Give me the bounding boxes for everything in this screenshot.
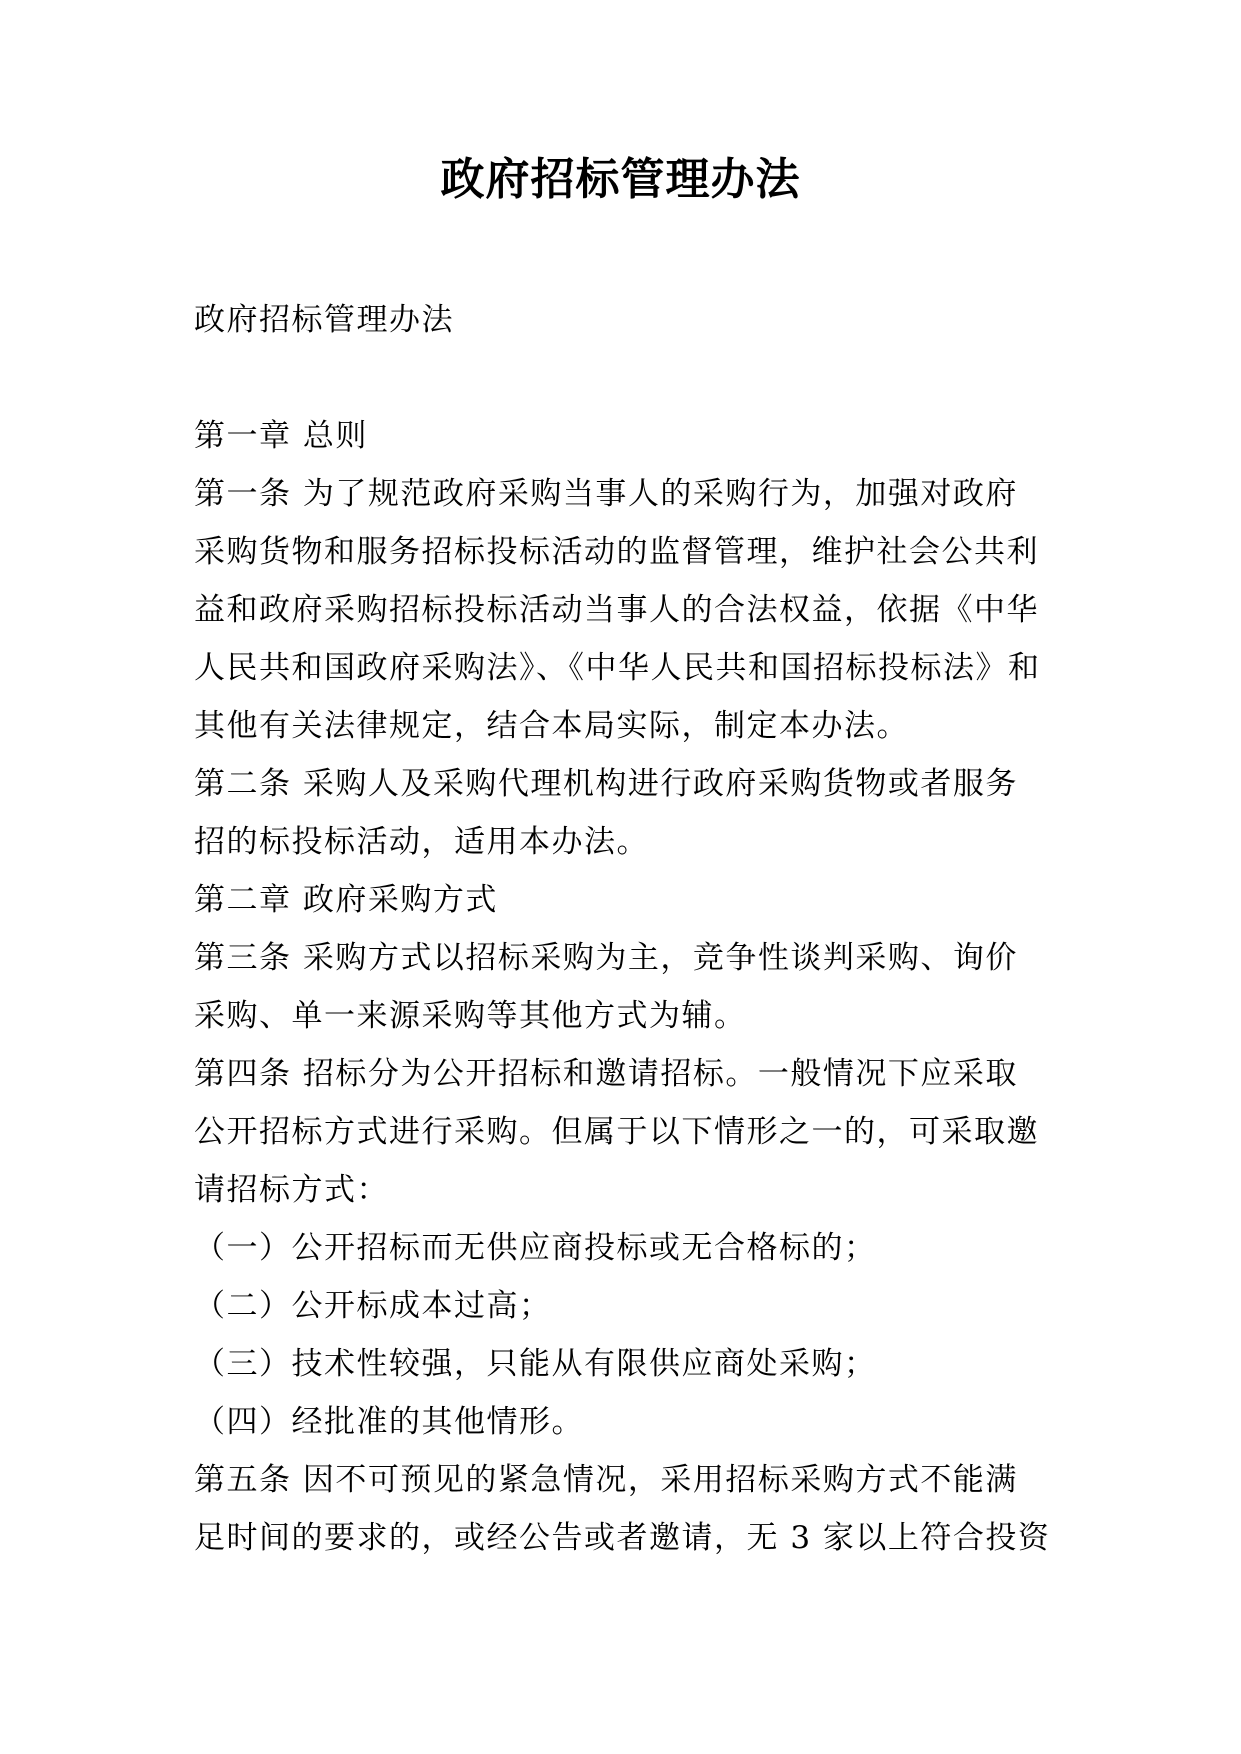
list-item: （二）公开标成本过高； <box>194 1288 552 1324</box>
document-subtitle: 政府招标管理办法 <box>194 302 454 338</box>
document-body <box>194 407 1054 1567</box>
list-item: （三）技术性较强，只能从有限供应商处采购； <box>194 1346 877 1382</box>
paragraph-line: 采购、单一来源采购等其他方式为辅。 <box>194 998 747 1034</box>
paragraph-line: 采购货物和服务招标投标活动的监督管理，维护社会公共利 <box>194 534 1039 570</box>
list-item: （四）经批准的其他情形。 <box>194 1404 584 1440</box>
paragraph-line: 人民共和国政府采购法》、《中华人民共和国招标投标法》和 <box>194 650 1041 686</box>
paragraph-line: 其他有关法律规定，结合本局实际，制定本办法。 <box>194 708 909 744</box>
paragraph-line: 第五条 因不可预见的紧急情况，采用招标采购方式不能满 <box>194 1462 1018 1498</box>
paragraph-line: 益和政府采购招标投标活动当事人的合法权益，依据《中华 <box>194 592 1039 628</box>
list-item: （一）公开招标而无供应商投标或无合格标的； <box>194 1230 877 1266</box>
paragraph-line: 第一条 为了规范政府采购当事人的采购行为，加强对政府 <box>194 476 1018 512</box>
paragraph-line: 足时间的要求的，或经公告或者邀请，无 3 家以上符合投资 <box>194 1520 1051 1556</box>
paragraph-line: 请招标方式： <box>194 1172 389 1208</box>
paragraph-line: 招的标投标活动，适用本办法。 <box>194 824 649 860</box>
paragraph-line: 第三条 采购方式以招标采购为主，竞争性谈判采购、询价 <box>194 940 1018 976</box>
chapter-heading: 第一章 总则 <box>194 418 368 454</box>
page-title: 政府招标管理办法 <box>440 154 801 205</box>
paragraph-line: 第二条 采购人及采购代理机构进行政府采购货物或者服务 <box>194 766 1018 802</box>
paragraph-line: 公开招标方式进行采购。但属于以下情形之一的，可采取邀 <box>194 1114 1039 1150</box>
paragraph-line: 第四条 招标分为公开招标和邀请招标。一般情况下应采取 <box>194 1056 1018 1092</box>
chapter-heading: 第二章 政府采购方式 <box>194 882 498 918</box>
